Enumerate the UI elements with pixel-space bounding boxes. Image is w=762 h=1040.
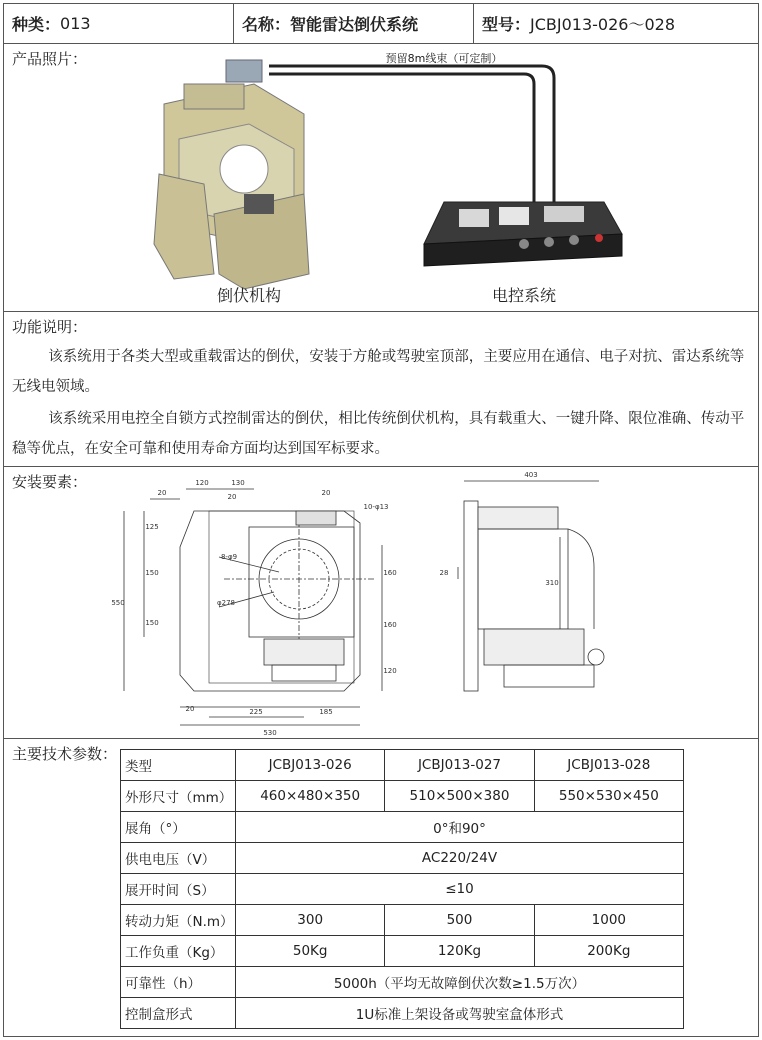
dim-h550: 550 <box>111 599 125 607</box>
dim-h310: 310 <box>545 579 559 587</box>
spec-row <box>121 905 684 936</box>
control-caption: 电控系统 <box>491 286 557 305</box>
model-label: 型号： <box>482 15 531 34</box>
spec-row-label: 展开时间（S） <box>121 874 236 905</box>
photo-section-label: 产品照片： <box>12 50 88 68</box>
dim-h160b: 160 <box>383 621 397 629</box>
side-view-drawing <box>458 481 604 691</box>
dim-h150a: 150 <box>145 569 159 577</box>
dim-top-20: 20 <box>227 493 237 501</box>
spec-cell: 460×480×350 <box>236 781 385 812</box>
spec-cell: 300 <box>236 905 385 936</box>
dim-w403: 403 <box>524 471 538 479</box>
header-row <box>4 4 758 44</box>
dim-h125: 125 <box>145 523 159 531</box>
spec-row-label: 类型 <box>121 750 236 781</box>
spec-row-label: 转动力矩（N.m） <box>121 905 236 936</box>
category-label: 种类： <box>12 15 61 34</box>
function-paragraph-2: 该系统采用电控全自锁方式控制雷达的倒伏，相比传统倒伏机构，具有载重大、一键升降、限位准确、传动平稳等优点，在安全可靠和使用寿命方面均达到国军标要求。 <box>12 411 745 457</box>
model-cell <box>474 4 758 43</box>
install-section <box>4 467 758 739</box>
spec-row-label: 外形尺寸（mm） <box>121 781 236 812</box>
spec-cell: JCBJ013-026 <box>236 750 385 781</box>
spec-cell: 50Kg <box>236 936 385 967</box>
dim-diameter: φ278 <box>217 599 235 607</box>
dim-bolt: 8-φ9 <box>220 553 238 561</box>
function-section <box>4 312 758 467</box>
dim-h160a: 160 <box>383 569 397 577</box>
model-value: JCBJ013-026～028 <box>530 15 675 34</box>
spec-cell: 120Kg <box>385 936 534 967</box>
installation-drawing <box>4 467 758 739</box>
spec-row <box>121 936 684 967</box>
dim-h120: 120 <box>383 667 397 675</box>
name-value: 智能雷达倒伏系统 <box>290 15 419 34</box>
name-label: 名称： <box>242 15 291 34</box>
front-view-drawing <box>124 489 382 725</box>
dim-holes: 10-φ13 <box>363 503 389 511</box>
spec-cell: JCBJ013-028 <box>534 750 683 781</box>
product-photo <box>4 44 758 312</box>
spec-section-label: 主要技术参数： <box>12 745 118 763</box>
function-section-label: 功能说明： <box>12 318 88 336</box>
spec-row-label: 工作负重（Kg） <box>121 936 236 967</box>
dim-b20: 20 <box>185 705 195 713</box>
spec-cell: 510×500×380 <box>385 781 534 812</box>
dim-h150b: 150 <box>145 619 159 627</box>
spec-merged-cell: 0°和90° <box>236 812 684 843</box>
name-cell <box>234 4 474 43</box>
spec-cell: 500 <box>385 905 534 936</box>
control-box-image <box>424 202 622 266</box>
spec-merged-cell: 5000h（平均无故障倒伏次数≥1.5万次） <box>236 967 684 998</box>
photo-section <box>4 44 758 312</box>
dim-right-20: 20 <box>321 489 331 497</box>
category-value: 013 <box>60 14 91 33</box>
spec-sheet <box>3 3 759 1037</box>
spec-row <box>121 843 684 874</box>
spec-table <box>120 749 684 1029</box>
function-paragraph-1: 该系统用于各类大型或重载雷达的倒伏，安装于方舱或驾驶室顶部，主要应用在通信、电子对抗、雷达系统等无线电领域。 <box>12 349 745 395</box>
spec-row <box>121 967 684 998</box>
spec-merged-cell: ≤10 <box>236 874 684 905</box>
dim-left-20: 20 <box>157 489 167 497</box>
spec-row <box>121 998 684 1029</box>
spec-merged-cell: AC220/24V <box>236 843 684 874</box>
spec-cell: JCBJ013-027 <box>385 750 534 781</box>
dim-120: 120 <box>195 479 209 487</box>
spec-row-label: 展角（°） <box>121 812 236 843</box>
spec-row <box>121 750 684 781</box>
spec-merged-cell: 1U标准上架设备或驾驶室盒体形式 <box>236 998 684 1029</box>
spec-cell: 550×530×450 <box>534 781 683 812</box>
spec-section <box>4 739 758 1038</box>
spec-cell: 1000 <box>534 905 683 936</box>
spec-row <box>121 781 684 812</box>
cable-note: 预留8m线束（可定制） <box>385 52 503 65</box>
dim-w530: 530 <box>263 729 277 737</box>
spec-row-label: 供电电压（V） <box>121 843 236 874</box>
spec-row <box>121 874 684 905</box>
dim-w225: 225 <box>249 708 263 716</box>
spec-row-label: 可靠性（h） <box>121 967 236 998</box>
dim-130: 130 <box>231 479 245 487</box>
spec-cell: 200Kg <box>534 936 683 967</box>
mechanism-image <box>154 60 309 289</box>
dim-h28: 28 <box>439 569 449 577</box>
dim-w185: 185 <box>319 708 333 716</box>
install-section-label: 安装要素： <box>12 473 88 491</box>
spec-row-label: 控制盒形式 <box>121 998 236 1029</box>
spec-row <box>121 812 684 843</box>
category-cell <box>4 4 234 43</box>
mechanism-caption: 倒伏机构 <box>216 286 282 305</box>
